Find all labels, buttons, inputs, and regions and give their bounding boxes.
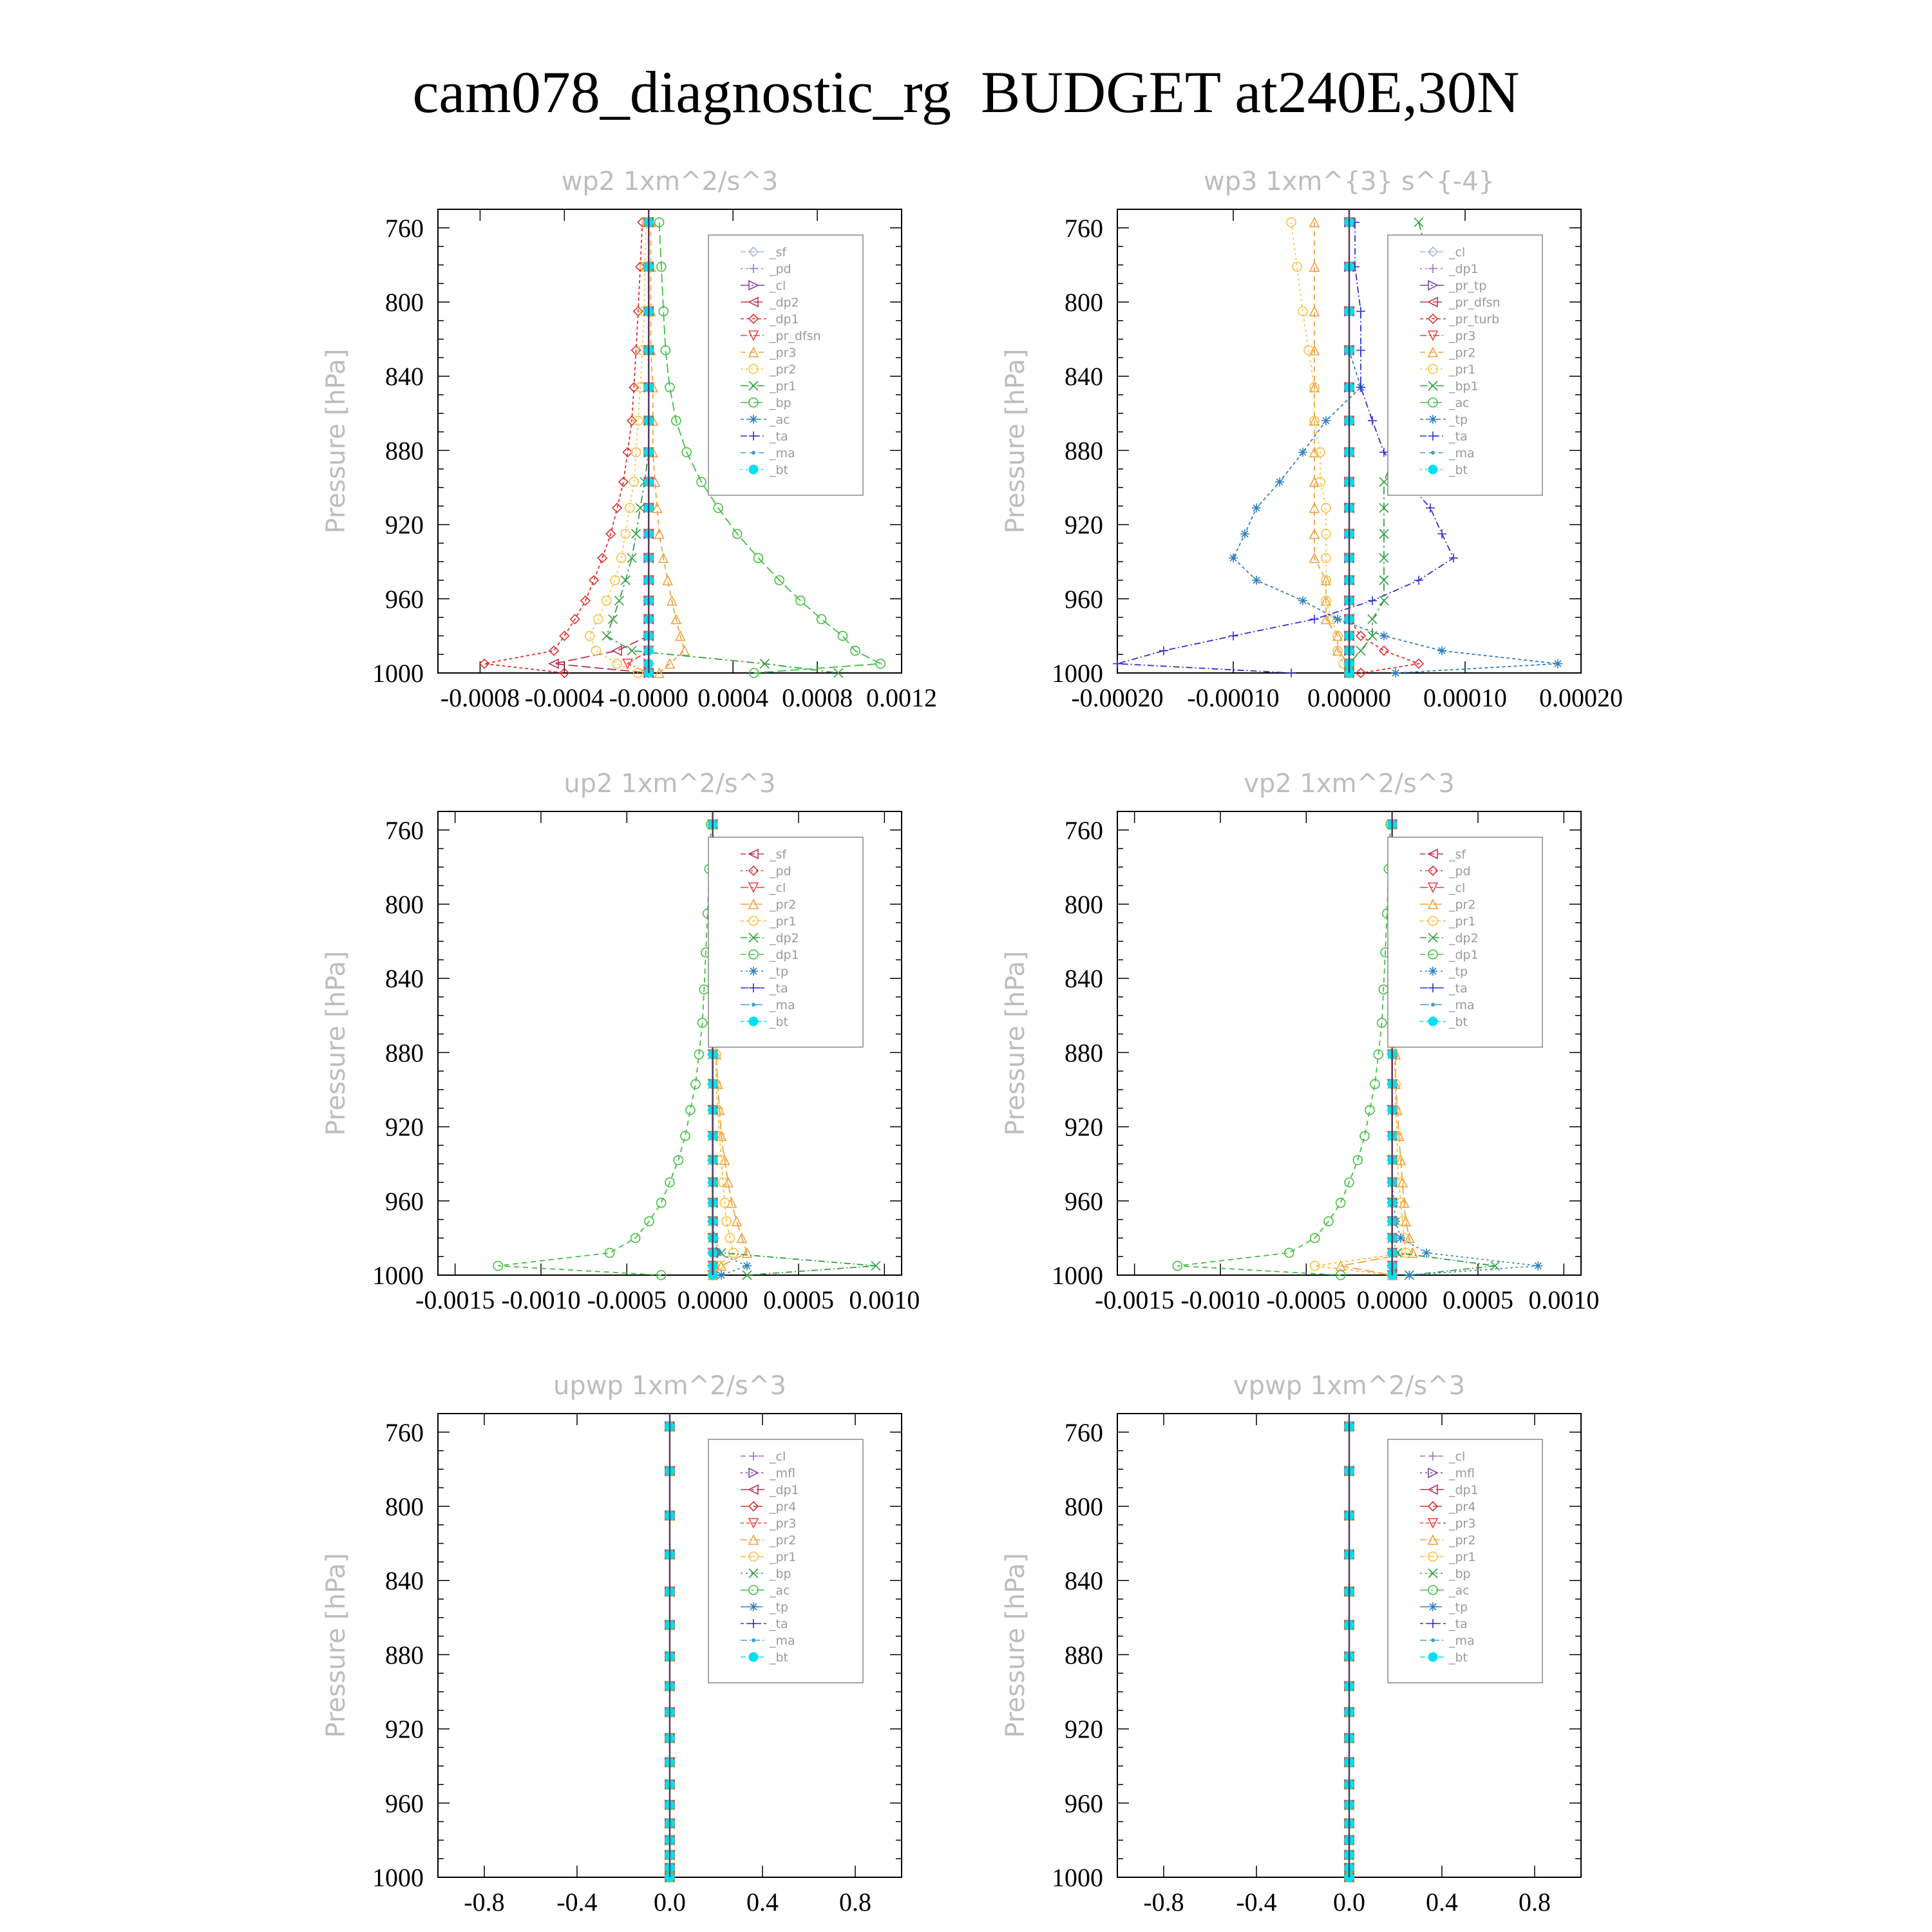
legend-label: _bp xyxy=(770,1567,791,1581)
legend-label: _tp xyxy=(770,965,789,979)
data-point xyxy=(614,596,623,605)
data-point xyxy=(1391,668,1400,677)
data-point xyxy=(609,614,618,623)
x-tick-label: 0.0004 xyxy=(697,683,769,712)
data-point xyxy=(1113,659,1122,668)
data-point xyxy=(1437,646,1446,655)
data-point xyxy=(612,646,621,655)
y-axis-label: Pressure [hPa] xyxy=(321,1553,351,1738)
legend-label: _pr_dfsn xyxy=(770,329,821,343)
panel-title: vp2 1xm^2/s^3 xyxy=(1244,769,1455,799)
legend-label: _dp1 xyxy=(770,948,799,962)
legend-label: _bp1 xyxy=(1449,379,1479,393)
legend-marker xyxy=(1428,1017,1437,1026)
x-tick-label: 0.00000 xyxy=(1307,683,1391,712)
data-point xyxy=(1379,477,1388,486)
x-tick-label: 0.0012 xyxy=(866,683,937,712)
legend-label: _ma xyxy=(1449,446,1475,460)
legend-marker xyxy=(1432,451,1435,455)
x-tick-label: -0.0005 xyxy=(587,1285,667,1314)
x-tick-label: 0.0005 xyxy=(1443,1285,1513,1314)
x-tick-label: 0.00020 xyxy=(1539,683,1623,712)
legend-label: _ac xyxy=(1449,396,1470,410)
x-tick-label: -0.00010 xyxy=(1187,683,1280,712)
data-point xyxy=(1229,631,1238,640)
data-point xyxy=(1159,646,1168,655)
chart-panel-2 xyxy=(1001,167,1623,712)
y-tick-label: 840 xyxy=(385,362,424,392)
legend-label: _bt xyxy=(1449,463,1468,477)
x-tick-label: 0.8 xyxy=(1519,1888,1551,1917)
data-point xyxy=(717,1271,726,1280)
x-tick-label: 0.00010 xyxy=(1423,683,1507,712)
legend-label: _bt xyxy=(770,463,789,477)
data-point xyxy=(732,1217,741,1226)
legend-marker xyxy=(1428,465,1437,474)
legend-label: _pr3 xyxy=(1449,329,1476,343)
data-point xyxy=(686,1106,695,1115)
data-point xyxy=(1368,416,1377,425)
x-tick-label: 0.0010 xyxy=(849,1285,920,1314)
legend-label: _pr1 xyxy=(770,1550,797,1564)
panel-title: upwp 1xm^2/s^3 xyxy=(553,1371,786,1401)
legend-label: _pr3 xyxy=(1449,1517,1476,1531)
x-tick-label: 0.0 xyxy=(1333,1888,1365,1917)
y-tick-label: 880 xyxy=(385,1640,424,1670)
legend-label: _pr2 xyxy=(1449,1533,1476,1548)
x-tick-label: 0.0010 xyxy=(1528,1285,1600,1314)
legend-marker xyxy=(749,1602,758,1611)
legend-label: _ta xyxy=(770,430,788,444)
legend-label: _bp xyxy=(770,396,791,410)
x-tick-label: -0.0015 xyxy=(1095,1285,1175,1314)
y-tick-label: 880 xyxy=(1065,1640,1103,1670)
x-tick-label: -0.0008 xyxy=(440,683,520,712)
y-tick-label: 920 xyxy=(385,510,424,540)
legend-label: _ma xyxy=(1449,1634,1475,1648)
data-point xyxy=(1379,631,1388,640)
x-tick-label: -0.4 xyxy=(1236,1888,1277,1917)
legend-label: _pr2 xyxy=(770,898,797,912)
x-tick-label: -0.8 xyxy=(464,1888,505,1917)
legend-label: _pr2 xyxy=(770,363,797,377)
x-tick-label: 0.0000 xyxy=(677,1285,748,1314)
chart-panel-1 xyxy=(321,167,937,712)
y-tick-label: 960 xyxy=(385,1186,424,1216)
legend-label: _sf xyxy=(770,848,787,862)
data-point xyxy=(681,1132,690,1141)
chart-panel-3 xyxy=(321,769,920,1314)
data-point xyxy=(611,576,620,585)
legend-label: _bt xyxy=(1449,1651,1468,1665)
legend-marker xyxy=(749,967,758,976)
y-tick-label: 1000 xyxy=(1052,1261,1103,1290)
legend-label: _pr1 xyxy=(1449,1550,1476,1564)
data-point xyxy=(1321,416,1331,425)
legend-label: _dp1 xyxy=(770,1483,799,1497)
data-point xyxy=(838,631,847,640)
y-tick-label: 880 xyxy=(385,436,424,466)
panel-title: wp3 1xm^{3} s^{-4} xyxy=(1203,167,1495,196)
legend-label: _ta xyxy=(770,981,788,996)
x-tick-label: -0.0005 xyxy=(1266,1285,1346,1314)
x-tick-label: -0.8 xyxy=(1143,1888,1184,1917)
data-point xyxy=(657,1198,666,1208)
legend-label: _tp xyxy=(770,1600,789,1615)
legend-label: _ma xyxy=(770,446,795,460)
data-point xyxy=(1379,646,1388,655)
data-point xyxy=(1298,448,1307,457)
legend-label: _ac xyxy=(1449,1584,1470,1598)
legend-label: _dp1 xyxy=(770,312,799,327)
y-tick-label: 1000 xyxy=(372,1863,424,1892)
data-point xyxy=(1405,1271,1414,1280)
data-point xyxy=(1321,504,1331,513)
y-tick-label: 920 xyxy=(385,1112,424,1142)
y-tick-label: 800 xyxy=(1065,1492,1103,1521)
legend-label: _cl xyxy=(770,1450,786,1464)
y-tick-label: 880 xyxy=(385,1038,424,1068)
chart-panel-4 xyxy=(1001,769,1599,1314)
x-tick-label: -0.0004 xyxy=(524,683,605,712)
data-point xyxy=(1368,614,1377,623)
legend-label: _mfl xyxy=(770,1466,795,1481)
y-tick-label: 880 xyxy=(1065,1038,1103,1068)
y-tick-label: 840 xyxy=(1065,362,1103,392)
data-point xyxy=(663,576,672,585)
data-point xyxy=(1437,529,1446,538)
series-line xyxy=(484,222,643,673)
legend-label: _pr_dfsn xyxy=(1449,296,1501,310)
y-tick-label: 840 xyxy=(385,964,424,994)
y-tick-label: 800 xyxy=(385,890,424,919)
y-axis-label: Pressure [hPa] xyxy=(321,348,351,534)
legend-label: _tp xyxy=(1449,413,1468,427)
y-axis-label: Pressure [hPa] xyxy=(1001,1553,1030,1738)
legend-marker xyxy=(749,1653,758,1662)
data-point xyxy=(1336,1198,1345,1208)
data-point xyxy=(1379,448,1388,457)
legend-label: _cl xyxy=(1449,1450,1466,1464)
legend-label: _bt xyxy=(1449,1015,1468,1029)
legend-marker xyxy=(749,1017,758,1026)
x-tick-label: -0.0010 xyxy=(1180,1285,1260,1314)
y-axis-label: Pressure [hPa] xyxy=(1001,348,1030,534)
y-tick-label: 960 xyxy=(385,584,424,614)
data-point xyxy=(1553,659,1562,668)
legend-label: _dp2 xyxy=(770,296,799,310)
data-point xyxy=(1422,1248,1431,1257)
y-tick-label: 760 xyxy=(385,213,424,243)
legend-label: _tp xyxy=(1449,965,1468,979)
legend-label: _pr2 xyxy=(1449,346,1476,360)
legend-marker xyxy=(1432,1003,1435,1007)
data-point xyxy=(589,576,598,585)
data-point xyxy=(1356,631,1365,640)
y-tick-label: 800 xyxy=(1065,890,1103,919)
legend-label: _pr4 xyxy=(770,1500,797,1514)
legend-label: _ac xyxy=(770,413,790,427)
x-tick-label: 0.4 xyxy=(746,1888,779,1917)
legend-label: _pr_tp xyxy=(1449,279,1487,293)
legend-marker xyxy=(752,1003,755,1007)
data-point xyxy=(1356,346,1365,355)
legend-label: _cl xyxy=(1449,245,1466,260)
y-tick-label: 1000 xyxy=(1052,1863,1103,1892)
legend-label: _dp1 xyxy=(1449,948,1479,962)
y-tick-label: 880 xyxy=(1065,436,1103,466)
data-point xyxy=(1310,614,1319,623)
y-tick-label: 960 xyxy=(1065,1186,1103,1216)
y-tick-label: 920 xyxy=(1065,1112,1103,1142)
data-point xyxy=(1396,1233,1405,1242)
x-tick-label: -0.0015 xyxy=(415,1285,495,1314)
data-point xyxy=(1275,477,1284,486)
x-tick-label: 0.4 xyxy=(1426,1888,1458,1917)
data-point xyxy=(621,576,630,585)
legend-label: _pr3 xyxy=(770,346,797,360)
legend-label: _cl xyxy=(770,279,786,293)
y-tick-label: 1000 xyxy=(1052,659,1103,688)
legend-label: _sf xyxy=(1449,848,1466,862)
x-tick-label: -0.00020 xyxy=(1071,683,1164,712)
legend-label: _pr3 xyxy=(770,1517,797,1531)
y-tick-label: 840 xyxy=(1065,1566,1103,1596)
data-point xyxy=(1356,646,1365,655)
x-tick-label: 0.0008 xyxy=(782,683,853,712)
y-tick-label: 800 xyxy=(1065,288,1103,317)
legend-label: _bt xyxy=(770,1651,789,1665)
legend-label: _ac xyxy=(770,1584,790,1598)
legend-marker xyxy=(749,415,758,424)
legend-label: _pr4 xyxy=(1449,1500,1476,1514)
legend-label: _pr_turb xyxy=(1449,312,1500,327)
legend-marker xyxy=(749,465,758,474)
legend-label: _dp1 xyxy=(1449,1483,1479,1497)
legend-label: _bt xyxy=(770,1015,789,1029)
data-point xyxy=(1449,553,1458,562)
legend-label: _tp xyxy=(1449,1600,1468,1615)
legend-marker xyxy=(1432,1639,1435,1642)
data-point xyxy=(602,631,611,640)
legend-label: _ma xyxy=(1449,998,1475,1012)
data-point xyxy=(743,1262,752,1271)
y-tick-label: 920 xyxy=(1065,510,1103,540)
y-tick-label: 1000 xyxy=(372,659,424,688)
data-point xyxy=(1287,218,1296,227)
legend-label: _bp xyxy=(1449,1567,1471,1581)
legend-label: _pr1 xyxy=(1449,363,1476,377)
x-tick-label: -0.0000 xyxy=(609,683,688,712)
legend-marker xyxy=(1428,1653,1437,1662)
data-point xyxy=(1368,596,1377,605)
y-tick-label: 840 xyxy=(1065,964,1103,994)
legend-label: _cl xyxy=(1449,881,1466,895)
data-point xyxy=(1252,504,1261,513)
legend-label: _pr1 xyxy=(770,914,797,929)
series-line xyxy=(1177,824,1390,1275)
legend-label: _mfl xyxy=(1449,1466,1475,1481)
chart-panel-5 xyxy=(321,1371,902,1917)
x-tick-label: 0.0005 xyxy=(763,1285,834,1314)
legend-label: _ma xyxy=(770,1634,795,1648)
y-tick-label: 800 xyxy=(385,288,424,317)
legend-label: _ma xyxy=(770,998,795,1012)
data-point xyxy=(1240,529,1249,538)
legend-label: _pr2 xyxy=(1449,898,1476,912)
data-point xyxy=(1252,576,1261,585)
legend-label: _dp1 xyxy=(1449,262,1479,276)
panel-title: wp2 1xm^2/s^3 xyxy=(561,167,779,196)
legend-label: _dp2 xyxy=(770,931,799,945)
legend-label: _pd xyxy=(1449,864,1471,878)
legend-label: _sf xyxy=(770,245,787,260)
data-point xyxy=(1356,307,1365,316)
series-line xyxy=(590,222,647,673)
data-point xyxy=(1287,668,1296,677)
data-point xyxy=(1229,553,1238,562)
legend-marker xyxy=(1428,415,1437,424)
y-tick-label: 760 xyxy=(1065,213,1103,243)
y-tick-label: 1000 xyxy=(372,1261,424,1290)
legend-marker xyxy=(1428,967,1437,976)
legend-label: _pd xyxy=(770,262,791,276)
y-tick-label: 960 xyxy=(385,1788,424,1818)
y-tick-label: 920 xyxy=(385,1714,424,1744)
y-tick-label: 760 xyxy=(1065,1417,1103,1447)
legend-marker xyxy=(1428,1602,1437,1611)
panel-title: up2 1xm^2/s^3 xyxy=(564,769,776,799)
x-tick-label: -0.4 xyxy=(556,1888,598,1917)
data-point xyxy=(1414,576,1423,585)
data-point xyxy=(1298,596,1307,605)
y-tick-label: 960 xyxy=(1065,584,1103,614)
y-tick-label: 760 xyxy=(1065,815,1103,845)
legend-label: _pd xyxy=(770,864,791,878)
y-tick-label: 920 xyxy=(1065,1714,1103,1744)
legend-marker xyxy=(752,1639,755,1642)
y-tick-label: 960 xyxy=(1065,1788,1103,1818)
legend-label: _cl xyxy=(770,881,786,895)
panel-title: vpwp 1xm^2/s^3 xyxy=(1233,1371,1466,1401)
x-tick-label: -0.0010 xyxy=(501,1285,581,1314)
y-tick-label: 800 xyxy=(385,1492,424,1521)
legend-label: _pr1 xyxy=(1449,914,1476,929)
y-axis-label: Pressure [hPa] xyxy=(321,951,351,1136)
data-point xyxy=(1414,218,1423,227)
page-title: cam078_diagnostic_rg BUDGET at240E,30N xyxy=(412,59,1520,125)
data-point xyxy=(1379,596,1388,605)
y-axis-label: Pressure [hPa] xyxy=(1001,951,1030,1136)
data-point xyxy=(1360,1132,1369,1141)
legend-label: _dp2 xyxy=(1449,931,1479,945)
x-tick-label: 0.0000 xyxy=(1356,1285,1428,1314)
data-point xyxy=(585,631,594,640)
x-tick-label: 0.0 xyxy=(654,1888,686,1917)
data-point xyxy=(560,631,569,640)
y-tick-label: 760 xyxy=(385,815,424,845)
x-tick-label: 0.8 xyxy=(839,1888,871,1917)
data-point xyxy=(817,614,826,623)
data-point xyxy=(1365,1106,1374,1115)
data-point xyxy=(598,553,607,562)
legend-marker xyxy=(752,451,755,455)
legend-label: _pr1 xyxy=(770,379,797,393)
data-point xyxy=(591,646,600,655)
series-line xyxy=(498,824,711,1275)
legend-label: _pr2 xyxy=(770,1533,797,1548)
data-point xyxy=(612,659,621,668)
legend-label: _ta xyxy=(1449,1617,1468,1631)
legend-label: _ta xyxy=(1449,430,1468,444)
legend-label: _ta xyxy=(1449,981,1468,996)
y-tick-label: 840 xyxy=(385,1566,424,1596)
data-point xyxy=(617,553,626,562)
y-tick-label: 760 xyxy=(385,1417,424,1447)
data-point xyxy=(1333,614,1342,623)
chart-panel-6 xyxy=(1001,1371,1581,1917)
legend-label: _ta xyxy=(770,1617,788,1631)
data-point xyxy=(1533,1262,1542,1271)
